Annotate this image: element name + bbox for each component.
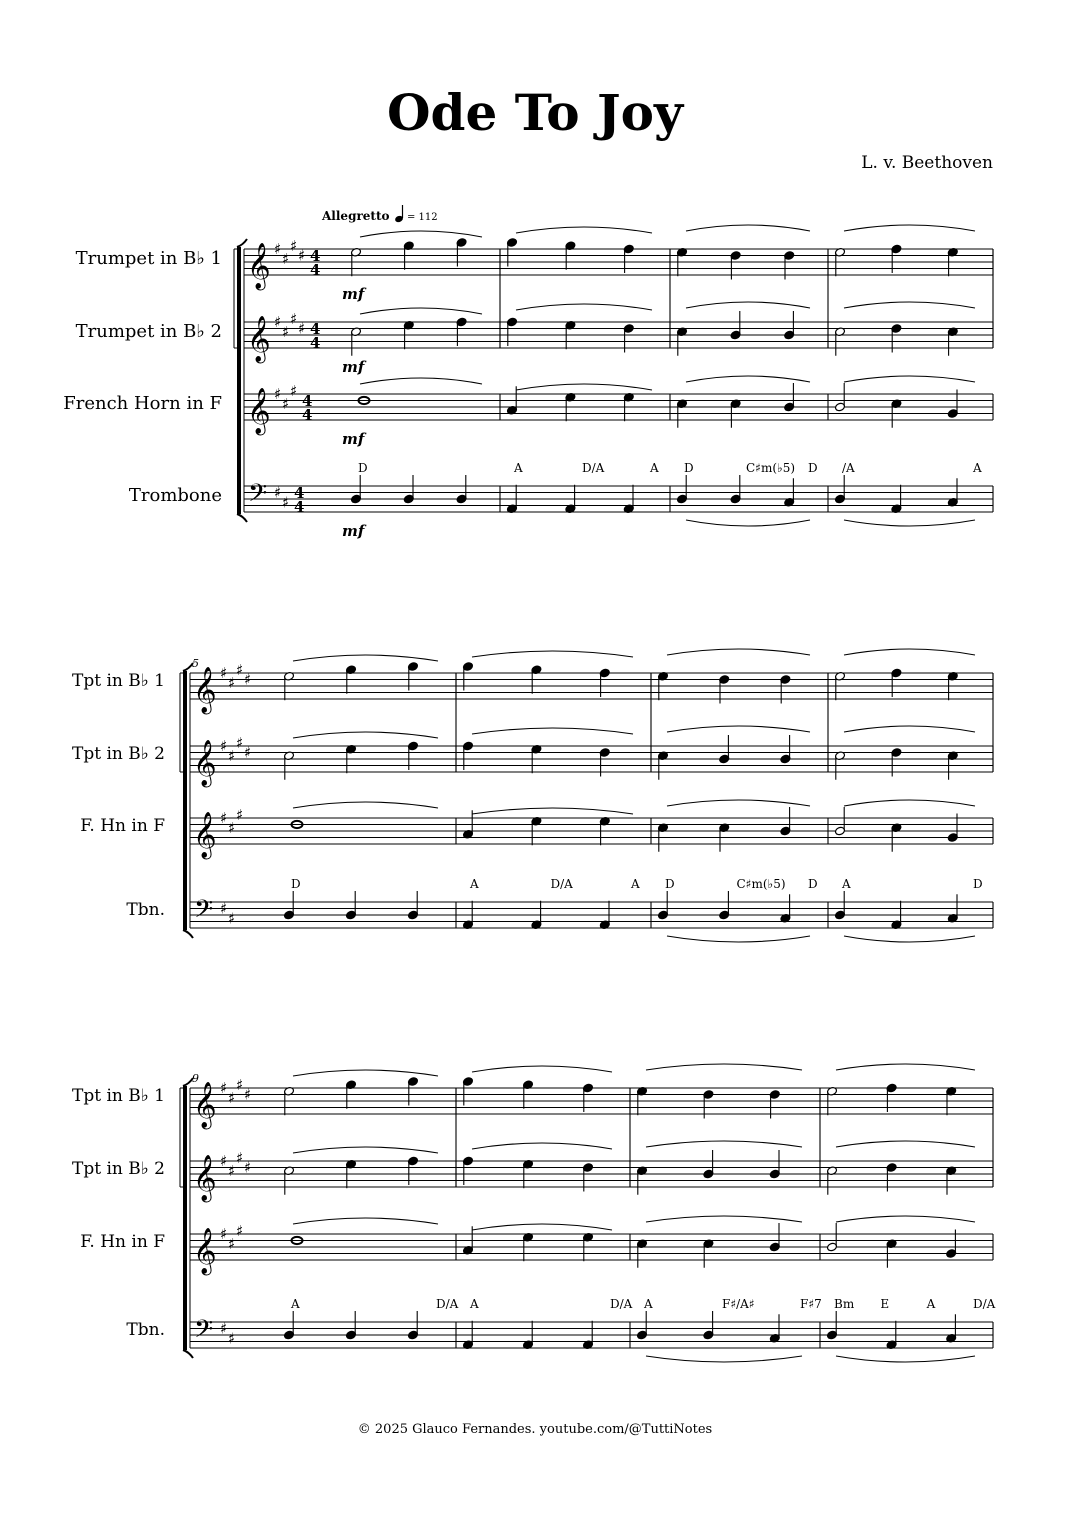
svg-text:♯: ♯ — [298, 319, 306, 338]
chord-symbol: D — [665, 877, 675, 891]
staff-treble — [80, 1216, 993, 1276]
chord-symbol: A — [973, 461, 982, 475]
svg-text:♯: ♯ — [298, 246, 306, 265]
note — [784, 383, 795, 412]
chord-symbol: D/A — [973, 1297, 996, 1311]
note — [769, 1223, 780, 1252]
svg-text:♯: ♯ — [236, 1221, 244, 1240]
svg-text:♯: ♯ — [220, 1079, 228, 1097]
note — [719, 891, 730, 920]
chord-symbol: A — [470, 1297, 479, 1311]
svg-text:𝄞: 𝄞 — [193, 740, 217, 786]
note — [345, 1311, 356, 1340]
svg-text:𝄢: 𝄢 — [248, 479, 268, 514]
note — [780, 735, 791, 764]
svg-text:♯: ♯ — [228, 909, 236, 928]
instrument-label: Tpt in B♭ 1 — [72, 671, 165, 691]
svg-text:♯: ♯ — [244, 670, 252, 689]
staff-treble — [76, 225, 993, 303]
chord-symbol: A — [514, 461, 523, 475]
note — [636, 1311, 647, 1340]
note — [283, 891, 294, 920]
note — [703, 1150, 714, 1179]
svg-text:♯: ♯ — [282, 493, 290, 512]
svg-text:♯: ♯ — [220, 1225, 228, 1243]
svg-text:♯: ♯ — [220, 664, 228, 682]
time-signature-bottom: 4 — [310, 261, 321, 279]
svg-text:♯: ♯ — [282, 249, 290, 268]
staff-treble — [72, 1141, 993, 1203]
svg-text:♯: ♯ — [220, 1152, 228, 1170]
svg-text:𝄢: 𝄢 — [194, 1315, 214, 1350]
svg-text:♯: ♯ — [290, 381, 298, 400]
svg-text:♯: ♯ — [236, 1148, 244, 1167]
time-signature-top: 4 — [310, 247, 321, 265]
tempo-value: = 112 — [407, 212, 438, 223]
note — [834, 891, 845, 920]
note — [826, 1311, 837, 1340]
staff-treble — [80, 800, 993, 860]
score-system — [63, 225, 993, 540]
svg-text:𝄞: 𝄞 — [193, 1228, 217, 1274]
composer-name: L. v. Beethoven — [861, 153, 993, 173]
dynamic-mark: mf — [342, 358, 365, 376]
instrument-label: Tbn. — [126, 900, 165, 920]
dynamic-mark: mf — [342, 430, 365, 448]
chord-symbol: D — [808, 461, 818, 475]
svg-text:♯: ♯ — [220, 737, 228, 755]
svg-text:𝄞: 𝄞 — [193, 812, 217, 858]
time-signature-bottom: 4 — [294, 498, 305, 516]
note — [403, 475, 414, 504]
score-system — [72, 649, 993, 942]
svg-text:♯: ♯ — [228, 1161, 236, 1180]
note — [283, 1311, 294, 1340]
staff-bass — [129, 461, 993, 540]
instrument-label: Trumpet in B♭ 1 — [75, 248, 222, 269]
svg-text:𝄞: 𝄞 — [193, 667, 217, 713]
chord-symbol: D — [973, 877, 983, 891]
copyright-footer: © 2025 Glauco Fernandes. youtube.com/@TuttiNotes — [357, 1422, 713, 1437]
chord-symbol: A — [644, 1297, 653, 1311]
chord-symbol: D/A — [550, 877, 573, 891]
note — [676, 475, 687, 504]
chord-symbol: D/A — [610, 1297, 633, 1311]
note — [730, 475, 741, 504]
svg-text:♯: ♯ — [228, 673, 236, 692]
svg-text:♯: ♯ — [290, 309, 298, 328]
note — [834, 383, 845, 412]
note — [350, 475, 361, 504]
chord-symbol: D — [684, 461, 694, 475]
chord-symbol: D — [808, 877, 818, 891]
instrument-label: Trumpet in B♭ 2 — [75, 321, 222, 342]
note — [784, 311, 795, 340]
chord-symbol: Bm — [834, 1297, 855, 1311]
time-signature-top: 4 — [310, 320, 321, 338]
note — [703, 1311, 714, 1340]
chord-symbol: E — [880, 1297, 890, 1311]
svg-text:♯: ♯ — [236, 1075, 244, 1094]
svg-text:𝄞: 𝄞 — [247, 243, 271, 289]
dynamic-mark: mf — [342, 285, 365, 303]
svg-text:♯: ♯ — [244, 1158, 252, 1177]
instrument-label: F. Hn in F — [80, 1232, 165, 1252]
note — [407, 891, 418, 920]
measure-number: 5 — [192, 657, 199, 670]
svg-text:𝄢: 𝄢 — [194, 895, 214, 930]
instrument-label: Tpt in B♭ 2 — [72, 1159, 165, 1179]
chord-symbol: A — [650, 461, 659, 475]
svg-text:♯: ♯ — [228, 1088, 236, 1107]
svg-text:♯: ♯ — [220, 899, 228, 918]
svg-text:♯: ♯ — [220, 809, 228, 827]
staff-treble — [72, 726, 993, 788]
note — [657, 891, 668, 920]
svg-text:♯: ♯ — [228, 1329, 236, 1348]
instrument-label: Tpt in B♭ 2 — [72, 744, 165, 764]
svg-text:♯: ♯ — [228, 1234, 236, 1253]
instrument-label: Tbn. — [126, 1320, 165, 1340]
note — [826, 1223, 837, 1252]
svg-text:♯: ♯ — [274, 240, 282, 258]
dynamic-mark: mf — [342, 522, 365, 540]
staff-treble — [72, 1064, 993, 1130]
time-signature-bottom: 4 — [310, 334, 321, 352]
chord-symbol: A — [926, 1297, 936, 1311]
chord-symbol: C♯m(♭5) — [746, 461, 796, 475]
svg-text:♯: ♯ — [282, 394, 290, 413]
staff-bass — [126, 877, 993, 942]
tempo-text: Allegretto — [322, 209, 390, 223]
time-signature-bottom: 4 — [302, 406, 313, 424]
chord-symbol: A — [470, 877, 479, 891]
svg-text:𝄞: 𝄞 — [247, 388, 271, 434]
chord-symbol: C♯m(♭5) — [736, 877, 786, 891]
svg-text:𝄞: 𝄞 — [193, 1082, 217, 1128]
instrument-label: French Horn in F — [63, 393, 222, 414]
svg-text:♯: ♯ — [274, 313, 282, 331]
chord-symbol: D/A — [436, 1297, 459, 1311]
note — [345, 891, 356, 920]
chord-symbol: D — [291, 877, 301, 891]
svg-text:♯: ♯ — [274, 483, 282, 502]
score-title: Ode To Joy — [386, 83, 684, 142]
score-system — [72, 1064, 996, 1362]
staff-treble — [76, 302, 993, 376]
note — [780, 807, 791, 836]
note — [769, 1150, 780, 1179]
chord-symbol: A — [842, 877, 851, 891]
svg-text:♯: ♯ — [228, 818, 236, 837]
svg-text:♯: ♯ — [236, 733, 244, 752]
svg-text:𝄞: 𝄞 — [193, 1155, 217, 1201]
note — [407, 1311, 418, 1340]
staff-bass — [126, 1297, 995, 1362]
measure-number: 9 — [192, 1072, 199, 1085]
svg-text:♯: ♯ — [290, 236, 298, 255]
quarter-note-icon — [394, 205, 404, 223]
note — [834, 475, 845, 504]
instrument-label: F. Hn in F — [80, 816, 165, 836]
note — [730, 311, 741, 340]
time-signature-top: 4 — [302, 392, 313, 410]
chord-symbol: A — [291, 1297, 300, 1311]
svg-text:♯: ♯ — [236, 805, 244, 824]
chord-symbol: /A — [842, 461, 855, 475]
svg-text:♯: ♯ — [228, 746, 236, 765]
svg-text:𝄞: 𝄞 — [247, 316, 271, 362]
svg-text:♯: ♯ — [220, 1319, 228, 1338]
chord-symbol: D/A — [582, 461, 605, 475]
note — [456, 475, 467, 504]
svg-text:♯: ♯ — [282, 322, 290, 341]
chord-symbol: D — [358, 461, 368, 475]
staff-treble — [63, 376, 993, 448]
svg-text:♯: ♯ — [244, 1085, 252, 1104]
time-signature-top: 4 — [294, 484, 305, 502]
instrument-label: Tpt in B♭ 1 — [72, 1086, 165, 1106]
note — [719, 735, 730, 764]
chord-symbol: A — [631, 877, 640, 891]
svg-text:♯: ♯ — [274, 385, 282, 403]
chord-symbol: F♯7 — [800, 1297, 822, 1311]
note — [834, 807, 845, 836]
svg-text:♯: ♯ — [236, 660, 244, 679]
staff-treble — [72, 649, 993, 715]
score-systems — [63, 225, 995, 1362]
instrument-label: Trombone — [128, 485, 222, 506]
chord-symbol: F♯/A♯ — [722, 1297, 755, 1311]
svg-text:♯: ♯ — [244, 743, 252, 762]
